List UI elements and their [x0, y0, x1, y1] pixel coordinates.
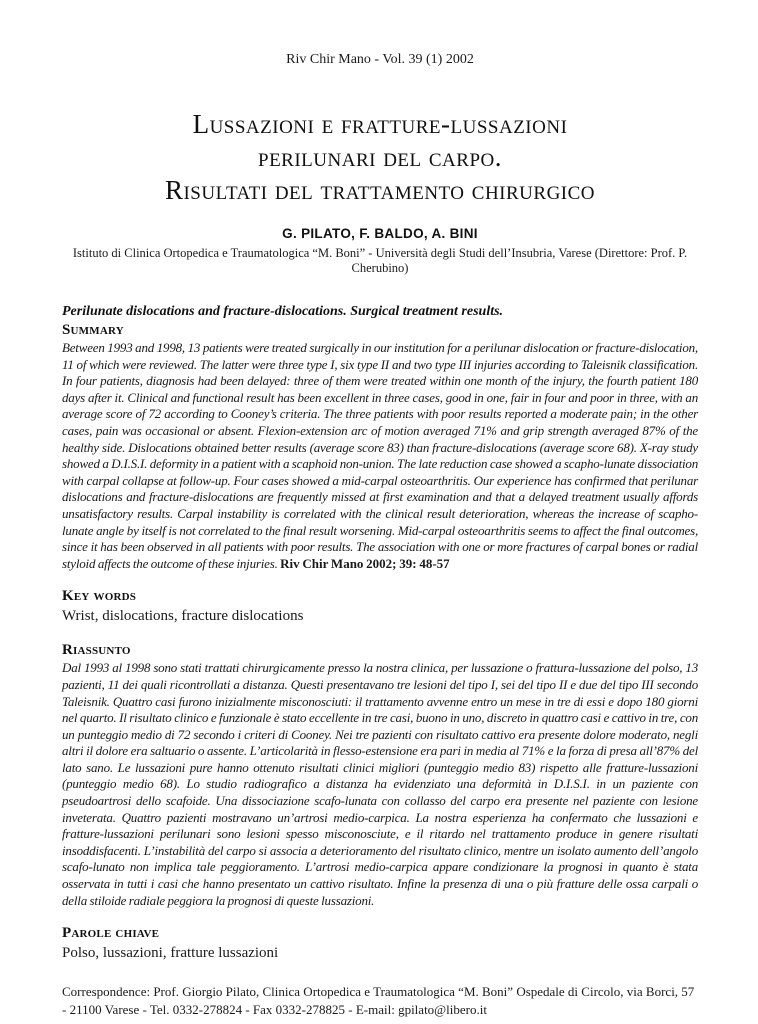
authors-line: G. PILATO, F. BALDO, A. BINI: [282, 226, 478, 241]
keywords-heading: Key words: [62, 588, 137, 605]
parole-chiave-block: [62, 924, 698, 963]
riassunto-heading: Riassunto: [62, 642, 131, 659]
article-title-line-3: Risultati del trattamento chirurgico: [164, 175, 596, 205]
parole-chiave-text: Polso, lussazioni, fratture lussazioni: [62, 945, 279, 962]
summary-body: [62, 340, 698, 572]
article-title-line-1: Lussazioni e fratture-lussazioni: [192, 109, 568, 139]
riassunto-body: Dal 1993 al 1998 sono stati trattati chirurgicamente presso la nostra clinica, per lussazione o frattura-lussazione del polso, 13 pazienti, 11 dei quali ricontrollati a distanza. Questi presentavano tre lesioni del tipo I, sei del tipo II e due del tipo III secondo Taleisnik. Quattro casi furono inizialmente misconosciuti: il trattamento avvenne entro un mese in tre di essi e dopo 180 giorni nel quarto. Il risultato clinico e funzionale è stato eccellente in tre casi, buono in uno, discreto in quattro casi e cattivo in tre, con un punteggio medio di 72 secondo i criteri di Cooney. Nei tre pazienti con risultato cattivo era presente dolore moderato, negli altri il dolore era saltuario o assente. L’articolarità in flesso-estensione era pari in media al 71% e la forza di presa all’87% del lato sano. Le lussazioni pure hanno ottenuto risultati clinici migliori (punteggio medio 83) rispetto alle fratture-lussazioni (punteggio medio 68). Lo studio radiografico a distanza ha evidenziato una deformità in D.I.S.I. in un paziente con pseudoartrosi dello scafoide. Una dissociazione scafo-lunata con collasso del carpo era presente nel paziente con lesione inveterata. Quattro pazienti mostravano un’artrosi medio-carpica. La nostra esperienza ha confermato che lussazioni e fratture-lussazioni perilunari sono lesioni spesso misconosciute, e il ritardo nel trattamento produce in genere risultati insoddisfacenti. L’instabilità del carpo si associa a deterioramento del risultato clinico, mentre un isolato aumento dell’angolo scafo-lunato non implica tale peggioramento. L’artrosi medio-carpica appare condizionare la prognosi in quanto è stata osservata in tutti i casi che hanno presentato un cattivo risultato. Infine la presenza di una o più fratture delle ossa carpali o della stiloide radiale peggiora la prognosi di queste lussazioni.: [62, 660, 698, 908]
keywords-block: [62, 587, 698, 626]
article-title-line-2: perilunari del carpo.: [258, 142, 502, 172]
summary-citation: Riv Chir Mano 2002; 39: 48-57: [280, 555, 450, 571]
affiliation-line: Istituto di Clinica Ortopedica e Traumatologica “M. Boni” - Università degli Studi dell’Insubria, Varese (Direttore: Prof. P. Cherubino): [72, 246, 688, 275]
journal-reference: Riv Chir Mano - Vol. 39 (1) 2002: [286, 52, 474, 67]
correspondence-note: Correspondence: Prof. Giorgio Pilato, Clinica Ortopedica e Traumatologica “M. Boni” Ospedale di Circolo, via Borci, 57 - 21100 Varese - Tel. 0332-278824 - Fax 0332-278825 - E-mail: gpilato@libero.it: [62, 984, 695, 1018]
english-abstract-section: [62, 303, 698, 626]
italian-abstract-section: [62, 641, 698, 963]
summary-text: Between 1993 and 1998, 13 patients were treated surgically in our institution for a perilunar dislocation or fracture-dislocation, 11 of which were reviewed. The latter were three type I, six type II and two type III injuries according to Taleisnik classification. In four patients, diagnosis had been delayed: three of them were treated within one month of the injury, the fourth patient 180 days after it. Clinical and functional result has been excellent in three cases, good in one, fair in four and poor in three, with an average score of 72 according to Cooney’s criteria. The three patients with poor results reported a moderate pain; in the other cases, pain was occasional or absent. Flexion-extension arc of motion averaged 71% and grip strength averaged 87% of the healthy side. Dislocations obtained better results (average score 83) than fracture-dislocations (average score 68). X-ray study showed a D.I.S.I. deformity in a patient with a scaphoid non-union. The late reduction case showed a scapho-lunate dissociation with carpal collapse at follow-up. Four cases showed a mid-carpal osteoarthritis. Our experience has confirmed that perilunar dislocations and fracture-dislocations are frequently missed at first examination and that a delayed treatment usually affords unsatisfactory results. Carpal instability is correlated with the clinical result deterioration, whereas the increase of scapho-lunate angle by itself is not correlated to the final result worsening. Mid-carpal osteoarthritis seems to affect the final outcomes, since it has been observed in all patients with poor results. The association with one or more fractures of carpal bones or radial styloid affects the outcome of these injuries.: [62, 340, 698, 571]
article-title: [62, 108, 698, 207]
parole-chiave-heading: Parole chiave: [62, 925, 160, 942]
translated-title: Perilunate dislocations and fracture-dislocations. Surgical treatment results.: [62, 304, 504, 319]
keywords-text: Wrist, dislocations, fracture dislocations: [62, 608, 304, 625]
summary-heading: Summary: [62, 322, 124, 338]
